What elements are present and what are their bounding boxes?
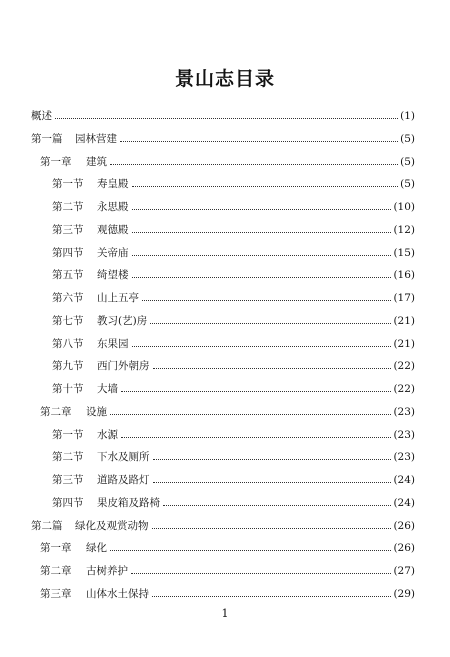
toc-entry-label <box>40 564 128 578</box>
toc-entry-title: 下水及厕所 <box>97 451 150 464</box>
dot-leader <box>132 208 392 210</box>
toc-entry-page: (5) <box>400 178 415 191</box>
toc-entry <box>40 539 415 555</box>
toc-entry-page: (24) <box>393 474 415 486</box>
toc-entry-page: (23) <box>393 451 415 464</box>
dot-leader <box>55 117 398 119</box>
toc-entry-number: 第五节 <box>52 269 84 282</box>
toc-entry-title: 道路及路灯 <box>97 474 150 486</box>
toc-entry-label <box>52 473 150 487</box>
toc-entry-page: (24) <box>393 496 415 509</box>
dot-leader <box>110 413 391 415</box>
dot-leader <box>132 254 392 256</box>
dot-leader <box>152 527 392 529</box>
toc-entry-title: 大墙 <box>97 383 118 395</box>
toc-entry <box>52 426 415 442</box>
toc-entry-number: 第二章 <box>40 565 72 577</box>
toc-entry-label <box>52 496 160 510</box>
toc-entry-page: (26) <box>393 542 415 555</box>
toc-entry-title: 绿化 <box>86 542 107 555</box>
toc-entry-number: 第十节 <box>52 383 84 395</box>
toc-entry-number: 第九节 <box>52 360 84 373</box>
toc-entry-title: 绮望楼 <box>97 269 129 282</box>
toc-entry-page: (12) <box>393 223 415 236</box>
dot-leader <box>121 390 391 392</box>
toc-entry-label <box>31 132 117 146</box>
toc-entry-number: 第七节 <box>52 314 84 327</box>
toc-entry-label <box>52 200 129 214</box>
dot-leader <box>132 185 399 187</box>
toc-entry-number: 第二篇 <box>31 519 63 532</box>
dot-leader <box>132 231 392 233</box>
toc-entry-title: 山上五亭 <box>97 292 139 304</box>
toc-entry <box>52 221 415 237</box>
toc-entry-title: 寿皇殿 <box>97 178 129 191</box>
toc-entry-label <box>52 291 139 305</box>
dot-leader <box>120 140 398 142</box>
toc-entry-page: (27) <box>393 565 415 577</box>
toc-entry-label <box>40 587 149 601</box>
dot-leader <box>150 322 391 324</box>
toc-entry-number: 第四节 <box>52 496 84 509</box>
toc-entry-label <box>52 337 129 351</box>
toc-entry-page: (10) <box>393 201 415 213</box>
toc-entry-label <box>52 382 118 396</box>
toc-entry-title: 关帝庙 <box>97 246 129 259</box>
toc-entry-title: 园林营建 <box>75 132 117 145</box>
toc-entry-label <box>52 246 129 260</box>
toc-entry-number: 第三节 <box>52 223 84 236</box>
toc-entry-number: 概述 <box>31 110 52 122</box>
toc-entry <box>52 357 415 373</box>
toc-entry-number: 第一篇 <box>31 132 63 145</box>
toc-entry-title: 果皮箱及路椅 <box>97 496 160 509</box>
toc-entry <box>40 153 415 169</box>
toc-entry-page: (26) <box>393 519 415 532</box>
toc-entry-page: (15) <box>393 246 415 259</box>
toc-entry <box>52 380 415 396</box>
toc-entry-label <box>52 359 150 373</box>
toc-entry <box>52 448 415 464</box>
toc-entry-page: (5) <box>400 155 415 168</box>
toc-entry-label <box>40 405 107 419</box>
toc-entry-title: 教习(艺)房 <box>97 314 148 327</box>
toc-entry-number: 第一节 <box>52 178 84 191</box>
toc-entry-page: (16) <box>393 269 415 282</box>
dot-leader <box>121 436 391 438</box>
toc-entry <box>52 289 415 305</box>
toc-entry-title: 山体水土保持 <box>86 587 149 600</box>
toc-entry-number: 第二章 <box>40 405 72 418</box>
toc-entry-page: (22) <box>393 383 415 395</box>
toc-entry-label <box>40 541 107 555</box>
dot-leader <box>131 572 391 574</box>
toc-entry-label <box>52 177 129 191</box>
toc-entry-title: 东果园 <box>97 337 129 350</box>
toc-entry-page: (21) <box>393 314 415 327</box>
dot-leader <box>163 504 391 506</box>
toc-entry-number: 第三节 <box>52 474 84 486</box>
toc-entry-number: 第六节 <box>52 292 84 304</box>
toc-entry-page: (5) <box>400 132 415 145</box>
toc-entry-title: 水源 <box>97 428 118 441</box>
dot-leader <box>110 549 391 551</box>
toc-entry-number: 第二节 <box>52 451 84 464</box>
toc-entry-number: 第八节 <box>52 337 84 350</box>
dot-leader <box>110 163 398 165</box>
toc-entry <box>52 494 415 510</box>
toc-entry <box>52 198 415 214</box>
toc-entry-title: 永思殿 <box>97 201 129 213</box>
toc-entry-number: 第三章 <box>40 587 72 600</box>
toc-entry <box>31 130 415 146</box>
toc-entry-page: (21) <box>393 337 415 350</box>
toc-entry-label <box>40 155 107 169</box>
toc-entry-title: 观德殿 <box>97 223 129 236</box>
page-title: 景山志目录 <box>174 68 275 90</box>
dot-leader <box>132 276 392 278</box>
toc-entry-page: (1) <box>400 110 415 122</box>
toc-entry-page: (23) <box>393 428 415 441</box>
toc-entry <box>52 175 415 191</box>
toc-entry-label <box>52 223 129 237</box>
toc-entry-label <box>31 109 52 123</box>
toc-entry-page: (22) <box>393 360 415 373</box>
dot-leader <box>153 481 392 483</box>
toc-entry-title: 西门外朝房 <box>97 360 150 373</box>
page-number: 1 <box>221 607 229 620</box>
toc-entry-label <box>52 428 118 442</box>
toc-entry-title: 建筑 <box>86 155 107 168</box>
toc-entry-page: (29) <box>393 587 415 600</box>
toc-entry-title: 绿化及观赏动物 <box>75 519 149 532</box>
toc-entry-number: 第一章 <box>40 155 72 168</box>
toc-entry <box>52 335 415 351</box>
toc-entry-label <box>52 268 129 282</box>
toc-entry <box>52 266 415 282</box>
toc-entry-page: (23) <box>393 405 415 418</box>
toc-entry <box>52 244 415 260</box>
dot-leader <box>142 299 391 301</box>
dot-leader <box>152 595 391 597</box>
toc-entry-number: 第二节 <box>52 201 84 213</box>
dot-leader <box>153 367 392 369</box>
toc-entry <box>52 312 415 328</box>
toc-entry <box>31 107 415 123</box>
toc-entry-number: 第一章 <box>40 542 72 555</box>
toc-entry-title: 古树养护 <box>86 565 128 577</box>
dot-leader <box>132 345 392 347</box>
toc-entry-label <box>52 450 150 464</box>
toc-entry-number: 第四节 <box>52 246 84 259</box>
dot-leader <box>153 458 392 460</box>
toc-entry <box>40 585 415 601</box>
toc-entry <box>31 517 415 533</box>
toc-entry <box>40 562 415 578</box>
toc-entry <box>40 403 415 419</box>
toc-entry-number: 第一节 <box>52 428 84 441</box>
toc-entry-label <box>52 314 147 328</box>
toc-entry <box>52 471 415 487</box>
toc-entry-label <box>31 519 149 533</box>
toc-entry-page: (17) <box>393 292 415 304</box>
toc-entry-title: 设施 <box>86 405 107 418</box>
